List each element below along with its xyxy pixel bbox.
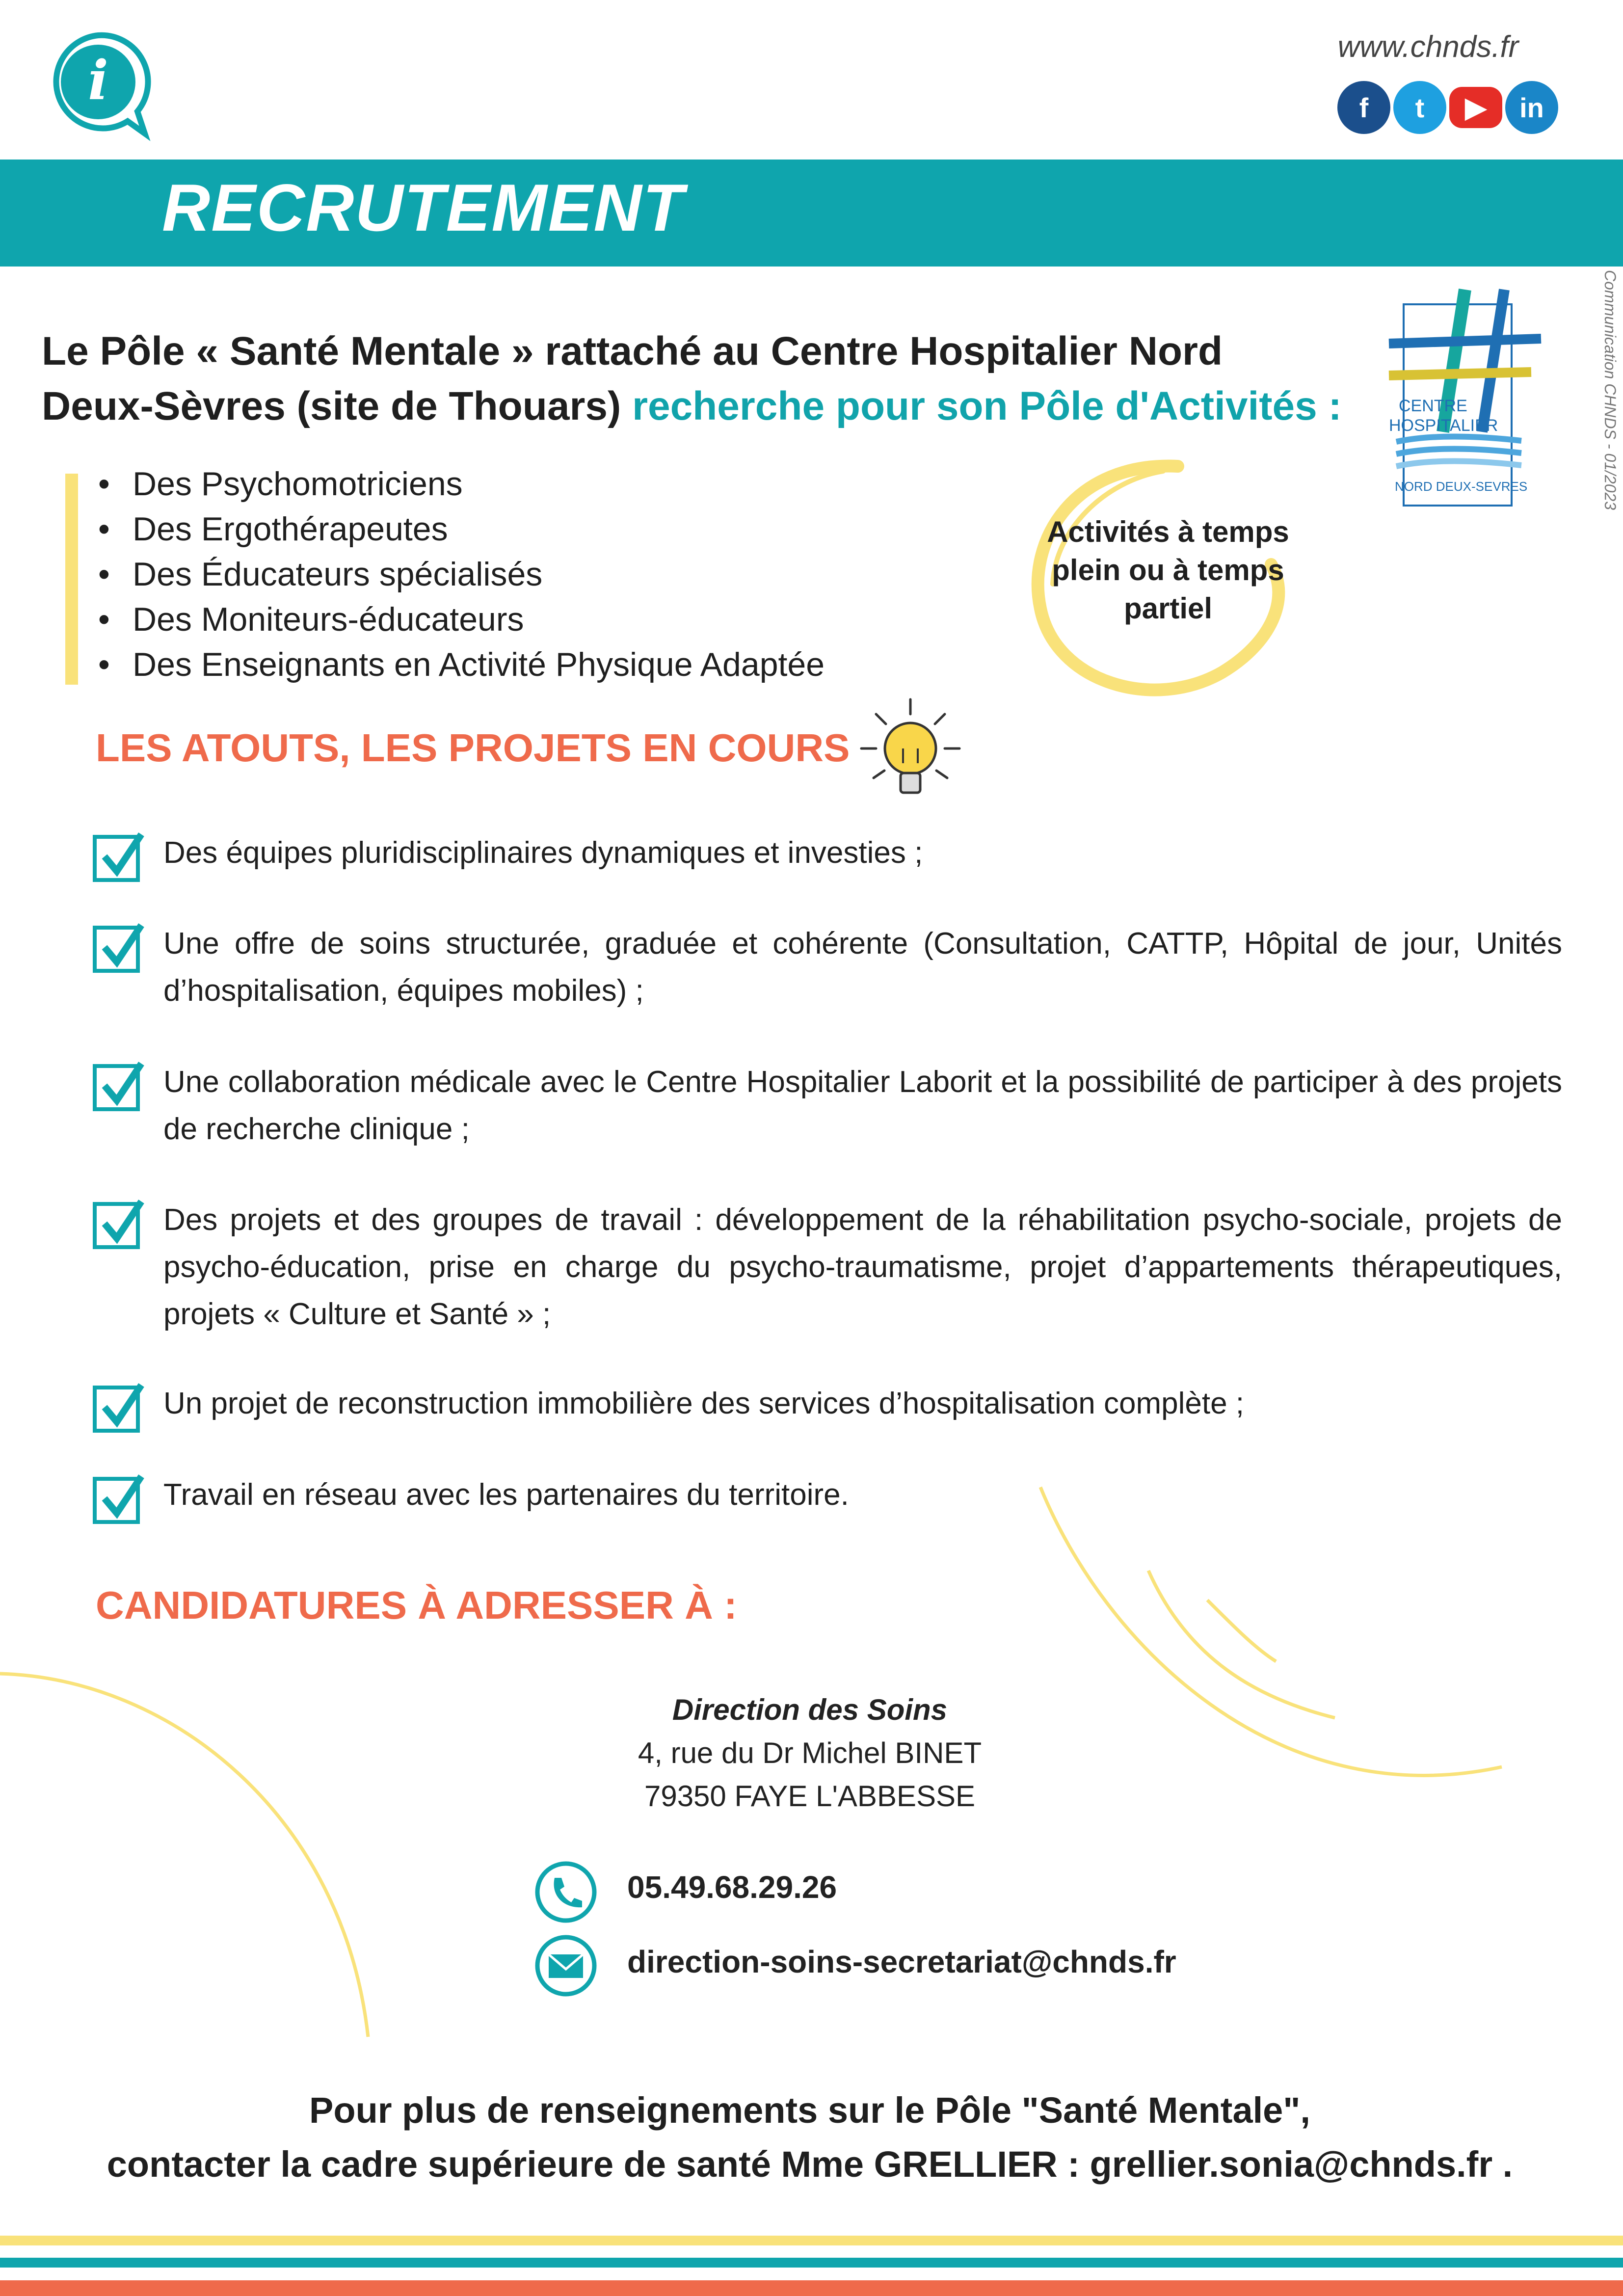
- list-item: Travail en réseau avec les partenaires du territoire.: [163, 1478, 849, 1512]
- hospital-logo: [1384, 285, 1551, 510]
- side-note: [1585, 270, 1619, 555]
- svg-text:NORD DEUX-SEVRES: NORD DEUX-SEVRES: [1395, 479, 1528, 494]
- checkbox-icon: [92, 829, 146, 883]
- section-title-atouts: LES ATOUTS, LES PROJETS EN COURS: [96, 726, 850, 770]
- lightbulb-icon: [854, 694, 967, 807]
- footer-stripe-yellow: [0, 2236, 1623, 2245]
- youtube-icon[interactable]: ▶: [1449, 87, 1502, 128]
- list-item: Une collaboration médicale avec le Centre Hospitalier Laborit et la possibilité de participer à des projets de recherche clinique ;: [163, 1065, 1562, 1146]
- postal-address: Direction des Soins 4, rue du Dr Michel BINET 79350 FAYE L'ABBESSE: [638, 1693, 982, 1813]
- list-item: Des projets et des groupes de travail : développement de la réhabilitation psycho-sociale, projets de psycho-éducation, prise en charge du psycho-traumatisme, projet d’appartements thérapeutiques, projets « Culture et Santé » ;: [163, 1203, 1562, 1331]
- social-links: [1337, 81, 1558, 135]
- phone-number[interactable]: 05.49.68.29.26: [627, 1869, 837, 1905]
- svg-text:Communication CHNDS - 01/2023: Communication CHNDS - 01/2023: [1601, 270, 1619, 510]
- accent-bar: [65, 474, 78, 685]
- footer-stripe-teal: [0, 2258, 1623, 2268]
- page-title: RECRUTEMENT: [162, 170, 685, 245]
- list-item: • Des Moniteurs-éducateurs: [98, 597, 825, 642]
- profiles-list: [98, 461, 825, 687]
- svg-text:CENTRE: CENTRE: [1399, 397, 1467, 415]
- info-icon: [44, 30, 152, 138]
- twitter-icon[interactable]: t: [1393, 81, 1446, 134]
- checkbox-icon: [92, 1380, 146, 1434]
- checkbox-icon: [92, 1197, 146, 1251]
- website-url[interactable]: www.chnds.fr: [1337, 30, 1519, 64]
- facebook-icon[interactable]: f: [1337, 81, 1390, 134]
- checkbox-icon: [92, 1059, 146, 1113]
- svg-text:i: i: [88, 49, 108, 112]
- checkbox-icon: [92, 920, 146, 974]
- intro-line-2: Deux-Sèvres (site de Thouars) recherche pour son Pôle d'Activités :: [42, 384, 1342, 428]
- footer-stripe-orange: [0, 2280, 1623, 2296]
- list-item: • Des Éducateurs spécialisés: [98, 552, 825, 597]
- phone-icon: [534, 1860, 598, 1924]
- list-item: • Des Ergothérapeutes: [98, 507, 825, 552]
- svg-text:HOSPITALIER: HOSPITALIER: [1389, 416, 1498, 435]
- mail-icon: [534, 1934, 598, 1998]
- list-item: Une offre de soins structurée, graduée et cohérente (Consultation, CATTP, Hôpital de jour, Unités d’hospitalisation, équipes mobiles) ;: [163, 927, 1562, 1008]
- list-item: • Des Psychomotriciens: [98, 461, 825, 507]
- list-item: Un projet de reconstruction immobilière des services d’hospitalisation complète ;: [163, 1387, 1245, 1420]
- list-item: • Des Enseignants en Activité Physique Adaptée: [98, 642, 825, 687]
- intro-heading: [42, 324, 1367, 434]
- email-address[interactable]: direction-soins-secretariat@chnds.fr: [627, 1944, 1176, 1979]
- checkbox-icon: [92, 1471, 146, 1525]
- footer-contact: Pour plus de renseignements sur le Pôle "Santé Mentale", contacter la cadre supérieure de santé Mme GRELLIER : grellier.sonia@chnds.fr .: [106, 2090, 1513, 2185]
- linkedin-icon[interactable]: in: [1505, 81, 1558, 134]
- list-item: Des équipes pluridisciplinaires dynamiques et investies ;: [163, 836, 923, 870]
- work-time-note: Activités à temps plein ou à temps partiel: [1047, 515, 1289, 625]
- intro-line-1: Le Pôle « Santé Mentale » rattaché au Centre Hospitalier Nord: [42, 329, 1223, 374]
- section-title-candidatures: CANDIDATURES À ADRESSER À :: [96, 1583, 737, 1627]
